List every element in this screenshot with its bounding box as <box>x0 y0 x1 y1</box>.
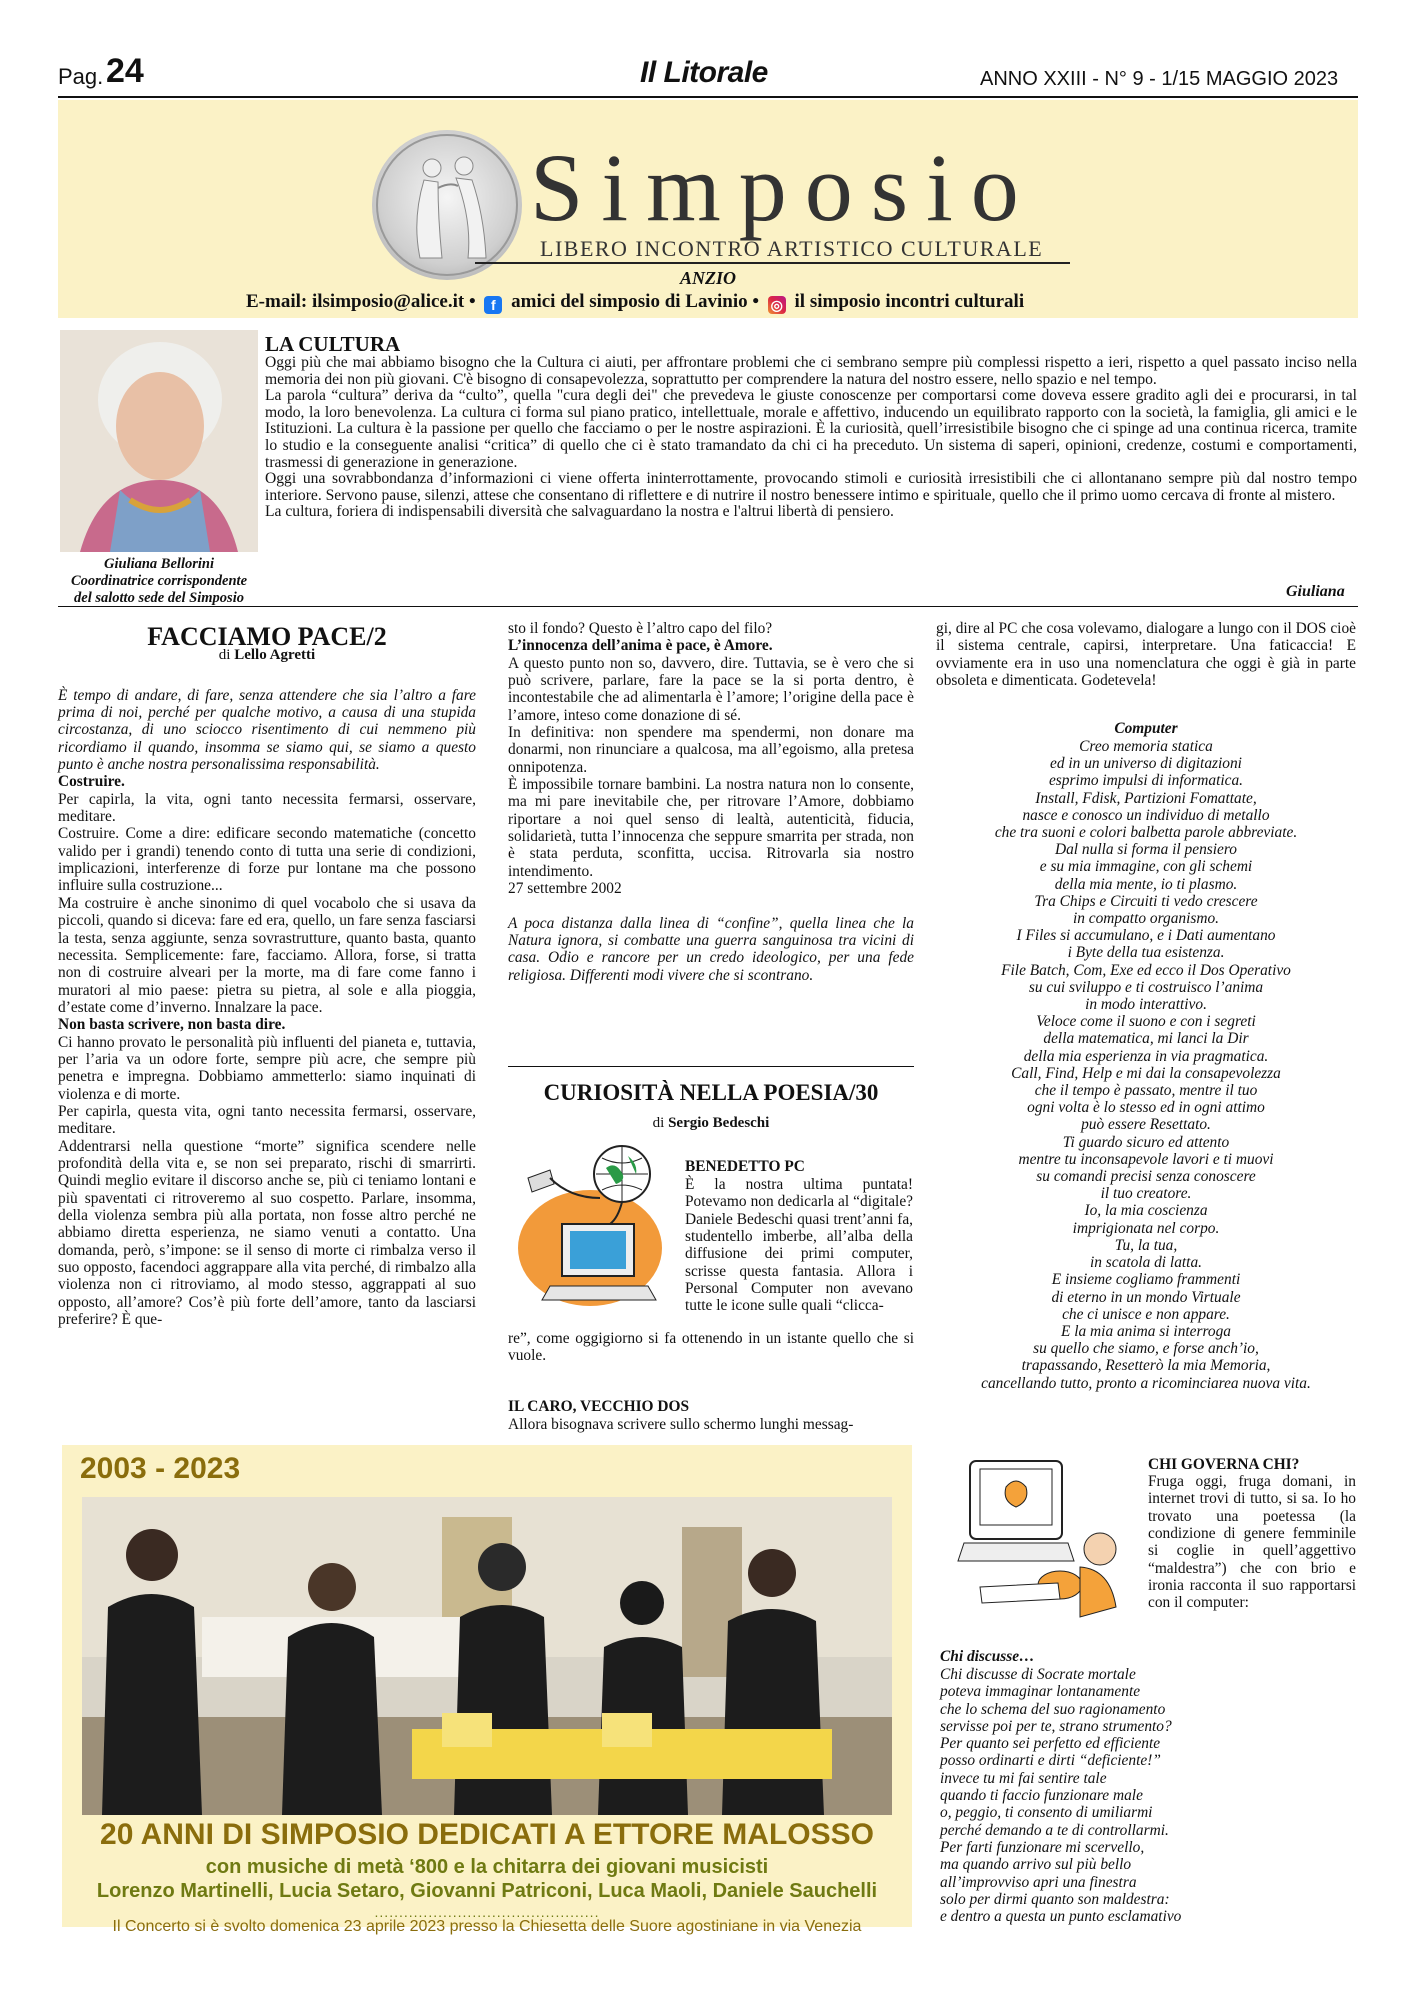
section-heading: Costruire. <box>58 773 125 791</box>
instagram-icon: ◎ <box>768 296 786 314</box>
masthead-subtitle: LIBERO INCONTRO ARTISTICO CULTURALE <box>540 236 1044 261</box>
poem-line: poteva immaginar lontanamente <box>940 1683 1141 1701</box>
poem-line: su comandi precisi senza conoscere <box>1036 1168 1256 1186</box>
paragraph: In definitiva: non spendere ma spendermi, non donare ma donarmi, non rinunciare a qualcosa, ma all’egoismo, alla pretesa onnipotenza. <box>508 724 914 776</box>
masthead-rule <box>475 262 1070 264</box>
poem-computer <box>936 738 1356 1392</box>
poem-line: ma quando arrivo sul più bello <box>940 1856 1132 1874</box>
paragraph: La parola “cultura” deriva da “culto”, quella "cura degli dei" che prevedeva le giuste conoscenze per comportarsi come doveva essere gradito agli dei e procurarsi, in tal modo, la loro benevolenza. La cultura ci forma sul piano pratico, intellettuale, morale e affettivo, inducendo un equilibrato rapporto con la società, la famiglia, gli amici e le Istituzioni. La cultura è la passione per quello che facciamo o per le nostre aspirazioni. È la curiosità, quell’irresistibile bisogno che ci spinge ad una continua ricerca, tramite lo studio e la conseguente analisi “critica” di quello che ci è stato tramandato da chi ci ha preceduto. Un sistema di saperi, opinioni, credenze, costumi e comportamenti, trasmessi di generazione in generazione. <box>265 387 1357 471</box>
email-contact[interactable]: E-mail: ilsimposio@alice.it <box>246 291 465 312</box>
article-title: FACCIAMO PACE/2 <box>147 622 387 651</box>
poem-line: imprigionata nel corpo. <box>1072 1219 1220 1237</box>
poem-line: quando ti faccio funzionare male <box>940 1787 1143 1805</box>
poem-line: servisse poi per te, strano strumento? <box>940 1717 1172 1735</box>
page-number: 24 <box>106 52 144 90</box>
poem-line: che tra suoni e colori balbetta parole abbreviate. <box>994 824 1298 842</box>
poem-line: Creo memoria statica <box>1079 738 1213 755</box>
article-date: 27 settembre 2002 <box>508 880 622 898</box>
poem-line: Dal nulla si forma il pensiero <box>1055 841 1237 859</box>
poem-line: esprimo impulsi di informatica. <box>1048 772 1244 790</box>
article-title-curiosita: CURIOSITÀ NELLA POESIA/30 <box>543 1080 879 1105</box>
concert-footer: Il Concerto si è svolto domenica 23 aprile 2023 presso la Chiesetta delle Suore agostiniane in via Venezia <box>112 1918 862 1935</box>
facebook-icon: f <box>484 296 502 314</box>
poem-line: ed in un universo di digitazioni <box>1050 755 1242 773</box>
masthead-title: Simposio <box>530 134 1037 241</box>
poem-line: su cui sviluppo e ti costruisco l’anima <box>1028 978 1264 996</box>
poem-line: Tu, la tua, <box>1114 1236 1178 1254</box>
article-title-cultura: LA CULTURA <box>265 332 401 356</box>
paragraph: sto il fondo? Questo è l’altro capo del filo? <box>508 620 773 637</box>
poem-line: su quello che siamo, e forse anch’io, <box>1033 1340 1259 1358</box>
poem-line: E la mia anima si interroga <box>1060 1322 1231 1340</box>
caption-line: Coordinatrice corrispondente <box>70 573 248 589</box>
poem-line: Chi discusse di Socrate mortale <box>940 1666 1136 1683</box>
article-body-cultura <box>265 355 1357 521</box>
poem-line: della mia esperienza in via pragmatica. <box>1023 1047 1269 1065</box>
poem-line: invece tu mi fai sentire tale <box>940 1769 1107 1787</box>
poem-chi-discusse <box>940 1666 1356 1925</box>
poem-line: in scatola di latta. <box>1089 1254 1202 1272</box>
paragraph: Ci hanno provato le personalità più influenti del pianeta e, tuttavia, per l’aria va un odore forte, sempre più acre, che sempre più penetra e impregna. Dobbiamo ammetterlo: siamo inquinati di violenza e di morte. <box>58 1033 476 1103</box>
bullet-separator: • <box>752 291 760 312</box>
paragraph: Costruire. Come a dire: edificare secondo matematiche (concetto valido per i grandi) tenendo conto di tutta una serie di condizioni, implicazioni, interferenze di forze pur lontane ma che possono influire sulla costruzione... <box>58 825 476 895</box>
facebook-link[interactable]: amici del simposio di Lavinio <box>511 291 748 312</box>
masthead-town: ANZIO <box>680 268 737 288</box>
poem-line: perché demando a te di controllarmi. <box>940 1821 1169 1839</box>
page-label: Pag. <box>58 64 104 89</box>
simposio-logo-medallion <box>372 130 522 280</box>
subheading-benedetto-pc: BENEDETTO PC <box>685 1158 805 1175</box>
poem-line: in modo interattivo. <box>1085 996 1207 1014</box>
poem-line: Per farti funzionare mi scervello, <box>940 1838 1145 1856</box>
bullet-separator: • <box>468 291 476 312</box>
paragraph: Oggi più che mai abbiamo bisogno che la Cultura ci aiuti, per affrontare problemi che ci sembrano sempre più complessi rispetto a ieri, rispetto a quel passato inciso nella memoria dei non più giovani. C'è bisogno di consapevolezza, soprattutto per comprendere la natura del nostro essere, nello spazio e nel tempo. <box>265 354 1357 388</box>
section-rule <box>58 606 1358 607</box>
section-heading: Non basta scrivere, non basta dire. <box>58 1016 286 1034</box>
poem-line: di eterno in un mondo Virtuale <box>1051 1288 1241 1306</box>
concert-title: 20 ANNI DI SIMPOSIO DEDICATI A ETTORE MALOSSO <box>100 1818 874 1851</box>
paragraph: Per capirla, la vita, ogni tanto necessita fermarsi, osservare, meditare. <box>58 790 476 826</box>
portrait-photo <box>60 330 258 552</box>
paragraph: A questo punto non so, davvero, dire. Tuttavia, se è vero che si può scrivere, parlare, fare la pace se la si porta dentro, è incontestabile che ad alimentarla è l’amore; l’origine della pace è l’amore, inteso come donazione di sé. <box>508 654 914 724</box>
paragraph: re”, come oggigiorno si fa ottenendo in un istante quello che si vuole. <box>508 1330 914 1365</box>
poem-line: I Files si accumulano, e i Dati aumentano <box>1016 927 1276 945</box>
poem-title-chi-discusse: Chi discusse… <box>940 1648 1035 1665</box>
poem-line: e dentro a questa un punto esclamativo <box>940 1908 1182 1926</box>
paragraph: Ma costruire è anche sinonimo di quel vocabolo che si usava da piccoli, quando si diceva: fare ed era, quello, un fare senza fasciarsi la testa, senza aggiunte, senza sovrastrutture, quanto basta, quanto necessita. Semplicemente: fare, facciamo. Allora, forse, si tratta non di costruire alveari per la morte, ma di fare come fanno i muratori al mio paese: pietra su pietra, al sole e alla pioggia, d’estate come d’inverno. Innalzare la pace. <box>58 894 476 1016</box>
poem-line: della matematica, mi lanci la Dir <box>1043 1030 1249 1048</box>
paragraph: Fruga oggi, fruga domani, in internet trovi di tutto, si sa. Io ho trovato una poetessa (la condizione di genere femminile si coglie in quell’aggettivo “maldestra”) che con brio e ironia racconta il suo rapportarsi con il computer: <box>1148 1473 1356 1612</box>
contact-line <box>246 291 1024 314</box>
poem-line: File Batch, Com, Exe ed ecco il Dos Operativo <box>1001 961 1291 979</box>
poem-line: all’improvviso apri una finestra <box>940 1873 1137 1891</box>
article-byline <box>58 647 476 664</box>
poem-line: cancellando tutto, pronto a ricominciarea nuova vita. <box>981 1374 1311 1392</box>
article-facciamo-pace-continued <box>508 620 914 984</box>
poem-line: che ci unisce e non appare. <box>1062 1305 1230 1323</box>
subheading-chi-governa: CHI GOVERNA CHI? <box>1148 1456 1300 1473</box>
concert-photo <box>82 1497 892 1815</box>
poem-line: che il tempo è passato, mentre il tuo <box>1034 1082 1258 1100</box>
closing-note: A poca distanza dalla linea di “confine”, quella linea che la Natura ignora, si combatte una guerra sanguinosa tra vicini di casa. Odio e rancore per un credo ideologico, per una fede religiosa. Differenti modi vivere che si scontrano. <box>508 914 914 984</box>
article-byline <box>508 1115 914 1132</box>
poem-line: e su mia immagine, con gli schemi <box>1039 858 1253 876</box>
subheading-caro-dos: IL CARO, VECCHIO DOS <box>508 1398 690 1415</box>
paragraph: È la nostra ultima puntata! Potevamo non dedicarla al “digitale? Daniele Bedeschi quasi trent’anni fa, studentello imberbe, all’alba della diffusione dei primi computer, scrisse questa fantasia. Allora i Personal Computer non avevano tutte le icone sulle quali “clicca- <box>685 1176 913 1315</box>
caption-line: del salotto sede del Simposio <box>74 590 244 606</box>
paragraph: La cultura, foriera di indispensabili diversità che salvaguardano la nostra e l'altrui libertà di pensiero. <box>265 503 894 521</box>
poem-line: in compatto organismo. <box>1072 910 1220 928</box>
concert-subtitle: con musiche di metà ‘800 e la chitarra dei giovani musicisti <box>205 1856 769 1878</box>
paragraph: gi, dire al PC che cosa volevamo, dialogare a lungo con il DOS cioè il sistema centrale, capirsi, interpretare. Una faticaccia! E ovviamente era in uso una nomenclatura che oggi è già in parte obsoleta e dimenticata. Godetevela! <box>936 620 1356 690</box>
dotted-divider: .............................................. <box>374 1904 600 1920</box>
poem-line: trapassando, Resetterò la mia Memoria, <box>1021 1357 1271 1375</box>
dancing-figures-icon <box>372 130 522 280</box>
poem-line: Call, Find, Help e mi dai la consapevolezza <box>1011 1064 1281 1082</box>
author-name: Lello Agretti <box>234 647 316 664</box>
paragraph: Addentrarsi nella questione “morte” significa scendere nelle profondità della vita e, se non sei preparato, rischi di smarrirti. Quindi meglio evitare il discorso anche se, più ci teniamo lontani e più spaventati ci ritroveremo al suo cospetto. Parlare, insomma, della violenza sembra più alla portata, non fosse altro perché ne abbiamo diretta esperienza, ne siamo venuti a contatto. Una domanda, però, s’impone: se il senso di morte ci rimbalza verso il suo opposto, facendoci aggrappare alla vita perché, di rimbalzo alla violenza non ci ritroviamo, al modo stesso, aggrappati al suo opposto, all’amore? Cos’è più forte dell’amore, tanto da lasciarsi preferire? È que- <box>58 1137 476 1329</box>
poem-line: Per quanto sei perfetto ed efficiente <box>940 1735 1161 1753</box>
portrait-caption <box>60 556 258 607</box>
poem-line: il tuo creatore. <box>1100 1185 1192 1203</box>
instagram-link[interactable]: il simposio incontri culturali <box>794 291 1025 312</box>
paragraph: Oggi una sovrabbondanza d’informazioni ci viene offerta ininterrottamente, provocando stimoli e curiosità irresistibili che ci allontanano sempre più dal nostro tempo interiore. Servono pause, silenzi, attese che consentano di riflettere e di nutrire il nostro benessere intimo e spirituale, quello che il primo uomo cercava di fronte al mistero. <box>265 470 1357 504</box>
poem-line: Install, Fdisk, Partizioni Fomattate, <box>1035 789 1257 807</box>
poem-line: Veloce come il suono e con i segreti <box>1036 1013 1256 1031</box>
poem-line: nasce e conosco un individuo di metallo <box>1022 806 1270 824</box>
concert-years: 2003 - 2023 <box>80 1452 241 1485</box>
author-name: Sergio Bedeschi <box>668 1115 770 1131</box>
byline-prefix: di <box>652 1115 665 1131</box>
poem-line: posso ordinarti e dirti “deficiente!” <box>940 1752 1161 1770</box>
paragraph: È impossibile tornare bambini. La nostra natura non lo consente, ma mi pare inevitabile che, per ritrovare l’Amore, dobbiamo riportare a noi quel senso di lealtà, autenticità, fiducia, solidarietà, tutta l’innocenza che seppure smarrita per strada, non è stata perduta, sconfitta, uccisa. Ritrovarla sia nostro intendimento. <box>508 776 914 880</box>
paragraph: Allora bisognava scrivere sullo schermo lunghi messag- <box>508 1416 854 1433</box>
poem-line: Ti guardo sicuro ed attento <box>1062 1133 1230 1151</box>
poem-line: può essere Resettato. <box>1081 1116 1211 1134</box>
poem-title-computer: Computer <box>1114 720 1178 737</box>
section-rule <box>508 1066 914 1067</box>
poem-line: solo per dirmi quanto son maldestra: <box>940 1890 1170 1908</box>
poem-line: i Byte della tua esistenza. <box>1067 944 1225 962</box>
poem-line: che lo schema del suo ragionamento <box>940 1700 1166 1718</box>
poem-line: Tra Chips e Circuiti ti vedo crescere <box>1034 892 1258 910</box>
caption-line: Giuliana Bellorini <box>104 556 214 572</box>
person-at-computer-illustration <box>940 1457 1140 1642</box>
paragraph: Per capirla, questa vita, ogni tanto necessita fermarsi, osservare, meditare. <box>58 1102 476 1138</box>
poem-line: mentre tu inconsapevole lavori e ti muovi <box>1018 1150 1274 1168</box>
newspaper-name: Il Litorale <box>640 56 768 89</box>
top-rule <box>58 96 1358 98</box>
poem-line: ogni volta è lo stesso ed in ogni attimo <box>1027 1099 1265 1117</box>
issue-info: ANNO XXIII - N° 9 - 1/15 MAGGIO 2023 <box>980 68 1339 90</box>
intro-paragraph: È tempo di andare, di fare, senza attendere che sia l’altro a fare prima di noi, perché per qualche motivo, a causa di una stupida circostanza, di uno sciocco risentimento di cui nemmeno più ricordiamo il quando, insomma se siamo qui, se siamo a questo punto è anche nostra personalissima responsabilità. <box>58 686 476 774</box>
poem-line: o, peggio, ti consento di umiliarmi <box>940 1804 1153 1822</box>
computer-globe-illustration <box>510 1138 680 1312</box>
poem-line: E insieme cogliamo frammenti <box>1051 1271 1241 1289</box>
concert-musicians: Lorenzo Martinelli, Lucia Setaro, Giovanni Patriconi, Luca Maoli, Daniele Sauchelli <box>96 1880 878 1902</box>
byline-prefix: di <box>218 647 231 664</box>
poem-line: Io, la mia coscienza <box>1084 1202 1208 1220</box>
article-facciamo-pace <box>58 620 476 1328</box>
signature: Giuliana <box>1286 583 1345 600</box>
section-heading: L’innocenza dell’anima è pace, è Amore. <box>508 637 773 655</box>
poem-line: della mia mente, io ti plasmo. <box>1054 875 1238 893</box>
